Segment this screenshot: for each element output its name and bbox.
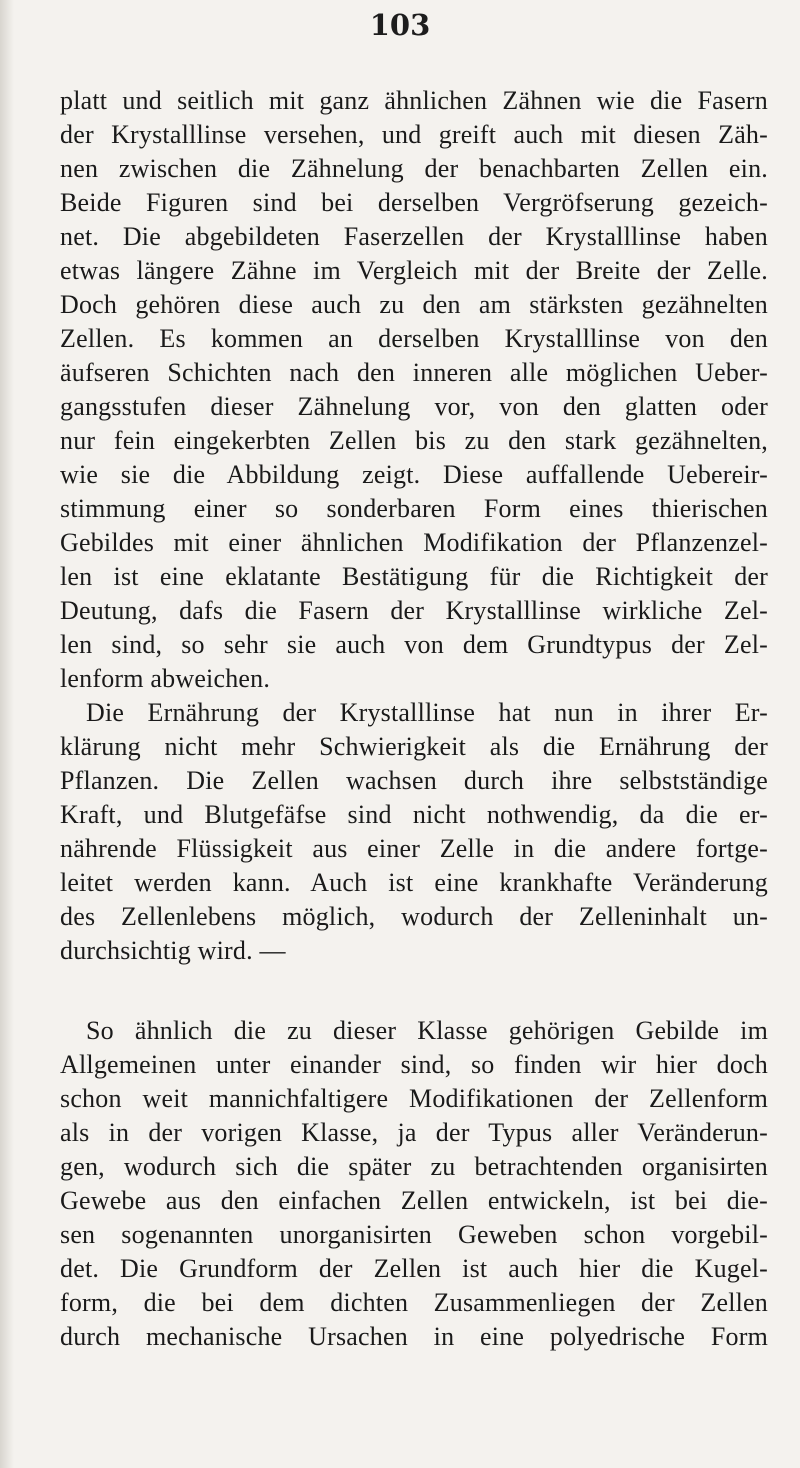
text-line: len sind, so sehr sie auch von dem Grundtypus der Zel-	[60, 630, 768, 659]
text-line: form, die bei dem dichten Zusammenliegen der Zellen	[60, 1288, 768, 1317]
text-line: als in der vorigen Klasse, ja der Typus aller Veränderun-	[60, 1118, 768, 1147]
text-line: schon weit mannichfaltigere Modifikationen der Zellenform	[60, 1084, 768, 1113]
text-line: nen zwischen die Zähnelung der benachbarten Zellen ein.	[60, 154, 768, 183]
page-gutter-shadow	[0, 0, 14, 1468]
page-number: 103	[369, 8, 431, 42]
text-line: nur fein eingekerbten Zellen bis zu den stark gezähnelten,	[60, 426, 768, 455]
text-line: des Zellenlebens möglich, wodurch der Zelleninhalt un-	[60, 902, 768, 931]
text-line: lenform abweichen.	[60, 664, 271, 693]
paragraph-first-line: So ähnlich die zu dieser Klasse gehörigen Gebilde im	[86, 1016, 768, 1045]
text-line: platt und seitlich mit ganz ähnlichen Zähnen wie die Fasern	[60, 86, 768, 115]
text-line: net. Die abgebildeten Faserzellen der Krystalllinse haben	[60, 222, 768, 251]
text-line: der Krystalllinse versehen, und greift auch mit diesen Zäh-	[60, 120, 768, 149]
text-line: Kraft, und Blutgefäfse sind nicht nothwendig, da die er-	[60, 800, 768, 829]
text-line: Allgemeinen unter einander sind, so finden wir hier doch	[60, 1050, 768, 1079]
text-line: sen sogenannten unorganisirten Geweben schon vorgebil-	[60, 1220, 768, 1249]
text-line: gangsstufen dieser Zähnelung vor, von den glatten oder	[60, 392, 768, 421]
text-line: wie sie die Abbildung zeigt. Diese auffallende Uebereir-	[60, 460, 768, 489]
text-line: Pflanzen. Die Zellen wachsen durch ihre selbstständige	[60, 766, 768, 795]
text-line: Deutung, dafs die Fasern der Krystalllinse wirkliche Zel-	[60, 596, 768, 625]
text-line: durch mechanische Ursachen in eine polyedrische Form	[60, 1322, 768, 1351]
text-line: durchsichtig wird. —	[60, 936, 286, 965]
text-line: stimmung einer so sonderbaren Form eines thierischen	[60, 494, 768, 523]
text-line: klärung nicht mehr Schwierigkeit als die Ernährung der	[60, 732, 768, 761]
text-line: etwas längere Zähne im Vergleich mit der Breite der Zelle.	[60, 256, 768, 285]
text-line: det. Die Grundform der Zellen ist auch hier die Kugel-	[60, 1254, 768, 1283]
text-line: gen, wodurch sich die später zu betrachtenden organisirten	[60, 1152, 768, 1181]
text-line: Beide Figuren sind bei derselben Vergröfserung gezeich-	[60, 188, 768, 217]
text-line: äufseren Schichten nach den inneren alle möglichen Ueber-	[60, 358, 768, 387]
text-line: Gewebe aus den einfachen Zellen entwickeln, ist bei die-	[60, 1186, 768, 1215]
text-line: Doch gehören diese auch zu den am stärksten gezähnelten	[60, 290, 768, 319]
text-line: Gebildes mit einer ähnlichen Modifikation der Pflanzenzel-	[60, 528, 768, 557]
text-line: len ist eine eklatante Bestätigung für die Richtigkeit der	[60, 562, 768, 591]
text-line: Zellen. Es kommen an derselben Krystalllinse von den	[60, 324, 768, 353]
text-line: nährende Flüssigkeit aus einer Zelle in die andere fortge-	[60, 834, 768, 863]
text-line: leitet werden kann. Auch ist eine krankhafte Veränderung	[60, 868, 768, 897]
paragraph-first-line: Die Ernährung der Krystalllinse hat nun in ihrer Er-	[86, 698, 768, 727]
